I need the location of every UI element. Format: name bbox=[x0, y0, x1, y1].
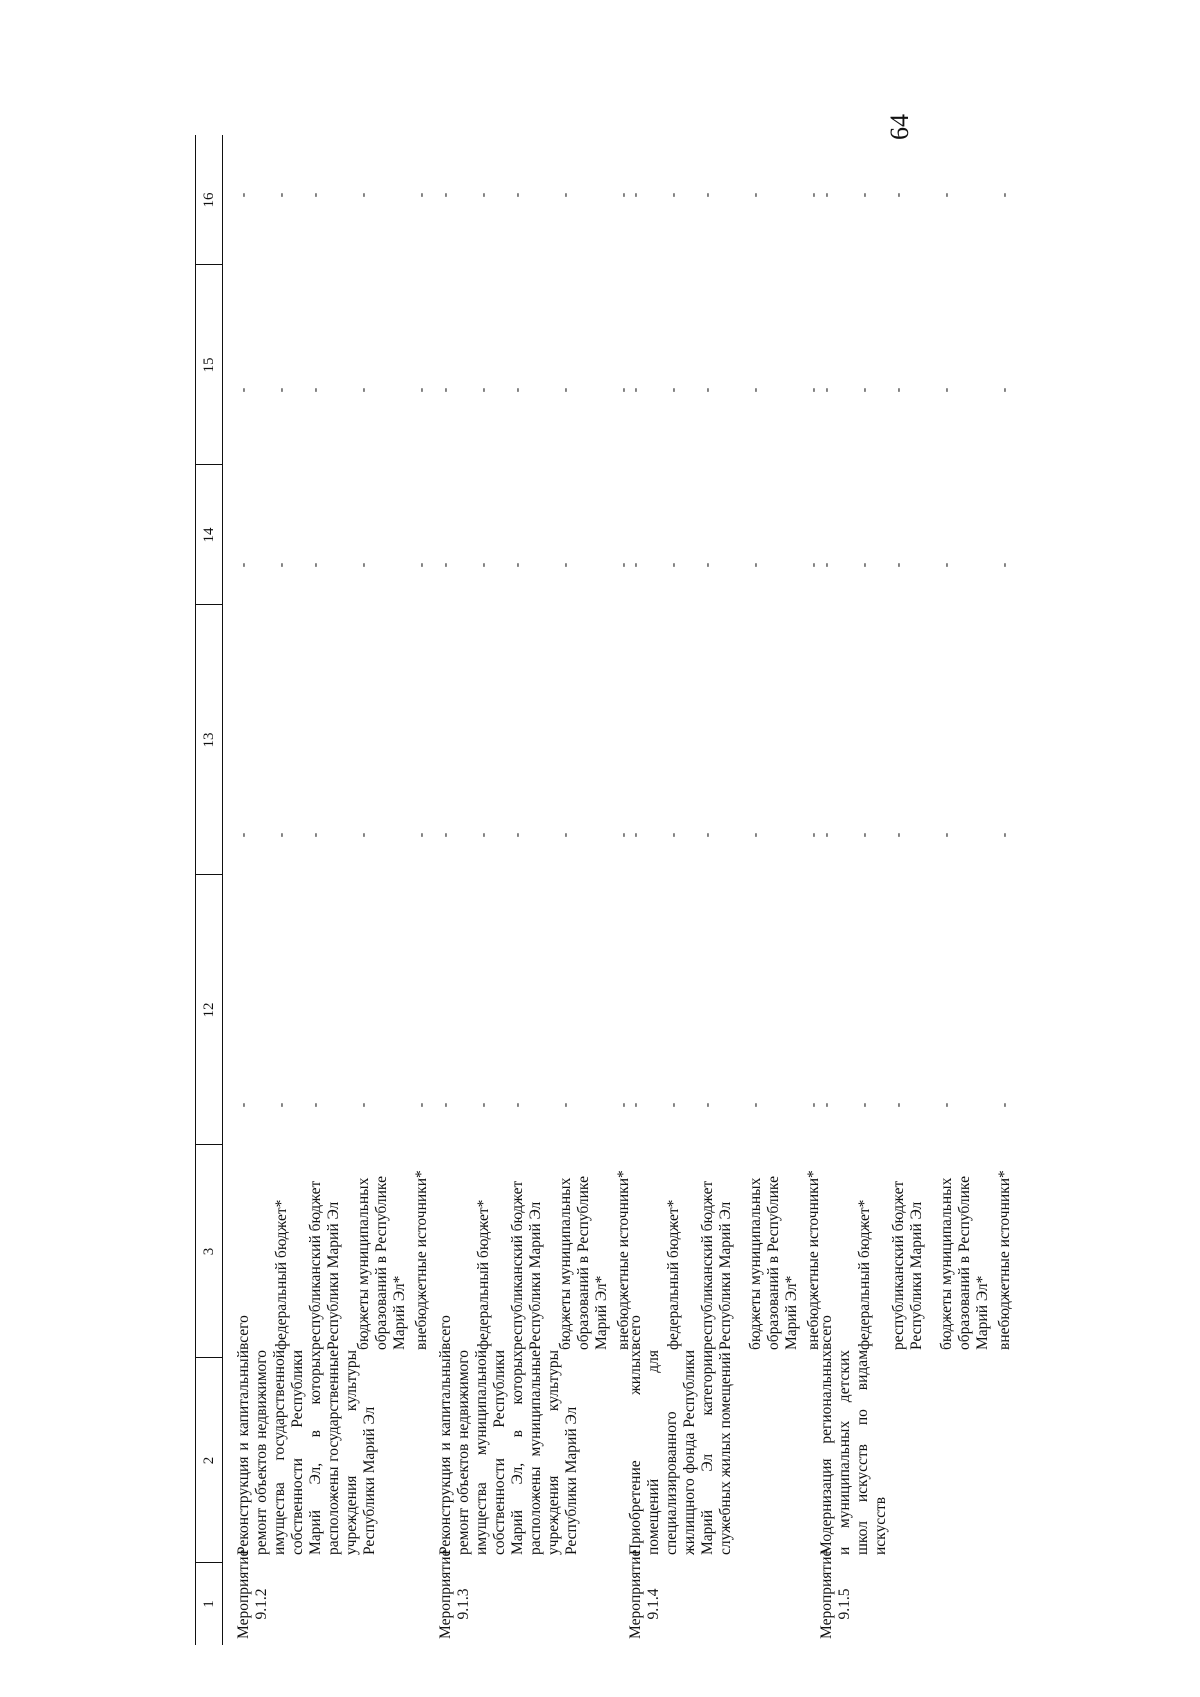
funding-source: внебюджетные источники* bbox=[413, 1170, 430, 1350]
value-cell: - bbox=[356, 562, 371, 568]
value-cell: - bbox=[939, 1102, 954, 1108]
value-cell: - bbox=[476, 562, 491, 568]
header-col-2: 2 bbox=[196, 1357, 222, 1563]
value-cell: - bbox=[274, 832, 289, 838]
value-cell: - bbox=[438, 387, 453, 393]
value-cell: - bbox=[891, 832, 906, 838]
header-col-13: 13 bbox=[196, 604, 222, 875]
value-cell: - bbox=[666, 1102, 681, 1108]
value-cell: - bbox=[700, 562, 715, 568]
funding-source: федеральный бюджет* bbox=[475, 1199, 492, 1350]
value-cell: - bbox=[510, 832, 525, 838]
value-cell: - bbox=[558, 192, 573, 198]
page-number: 64 bbox=[885, 114, 914, 140]
value-cell: - bbox=[558, 387, 573, 393]
value-cell: - bbox=[806, 192, 821, 198]
value-cell: - bbox=[939, 832, 954, 838]
funding-source: всего bbox=[818, 1315, 835, 1350]
value-cell: - bbox=[356, 192, 371, 198]
value-cell: - bbox=[748, 832, 763, 838]
header-col-15: 15 bbox=[196, 264, 222, 465]
measure-label: Мероприятие 9.1.2 bbox=[235, 1549, 270, 1639]
funding-source: республиканский бюджет Республики Марий Эл bbox=[509, 1180, 544, 1350]
value-cell: - bbox=[939, 387, 954, 393]
value-cell: - bbox=[438, 832, 453, 838]
value-cell: - bbox=[891, 1102, 906, 1108]
header-col-12: 12 bbox=[196, 874, 222, 1145]
value-cell: - bbox=[857, 1102, 872, 1108]
value-cell: - bbox=[997, 1102, 1012, 1108]
value-cell: - bbox=[819, 562, 834, 568]
value-cell: - bbox=[857, 192, 872, 198]
value-cell: - bbox=[274, 562, 289, 568]
funding-source: федеральный бюджет* bbox=[665, 1199, 682, 1350]
value-cell: - bbox=[628, 562, 643, 568]
value-cell: - bbox=[819, 832, 834, 838]
funding-source: республиканский бюджет Республики Марий Эл bbox=[307, 1180, 342, 1350]
value-cell: - bbox=[891, 387, 906, 393]
value-cell: - bbox=[700, 192, 715, 198]
value-cell: - bbox=[558, 832, 573, 838]
value-cell: - bbox=[308, 562, 323, 568]
funding-source: республиканский бюджет Республики Марий Эл bbox=[890, 1180, 925, 1350]
value-cell: - bbox=[414, 562, 429, 568]
value-cell: - bbox=[414, 387, 429, 393]
value-cell: - bbox=[308, 832, 323, 838]
value-cell: - bbox=[819, 192, 834, 198]
value-cell: - bbox=[274, 1102, 289, 1108]
value-cell: - bbox=[748, 1102, 763, 1108]
value-cell: - bbox=[274, 192, 289, 198]
funding-source: бюджеты муниципальных образований в Республике Марий Эл* bbox=[747, 1176, 800, 1350]
value-cell: - bbox=[748, 562, 763, 568]
value-cell: - bbox=[857, 562, 872, 568]
value-cell: - bbox=[616, 562, 631, 568]
value-cell: - bbox=[476, 387, 491, 393]
value-cell: - bbox=[356, 387, 371, 393]
measure-label: Мероприятие 9.1.3 bbox=[437, 1549, 472, 1639]
value-cell: - bbox=[510, 1102, 525, 1108]
value-cell: - bbox=[308, 1102, 323, 1108]
value-cell: - bbox=[414, 192, 429, 198]
funding-source: всего bbox=[235, 1315, 252, 1350]
measure-label: Мероприятие 9.1.5 bbox=[818, 1549, 853, 1639]
value-cell: - bbox=[356, 1102, 371, 1108]
value-cell: - bbox=[274, 387, 289, 393]
value-cell: - bbox=[438, 1102, 453, 1108]
value-cell: - bbox=[819, 1102, 834, 1108]
value-cell: - bbox=[806, 562, 821, 568]
funding-source: бюджеты муниципальных образований в Республике Марий Эл* bbox=[355, 1176, 408, 1350]
header-col-1: 1 bbox=[196, 1562, 222, 1645]
header-col-3: 3 bbox=[196, 1144, 222, 1358]
value-cell: - bbox=[438, 192, 453, 198]
funding-source: внебюджетные источники* bbox=[805, 1170, 822, 1350]
value-cell: - bbox=[558, 562, 573, 568]
header-col-16: 16 bbox=[201, 192, 217, 208]
value-cell: - bbox=[748, 387, 763, 393]
value-cell: - bbox=[700, 387, 715, 393]
value-cell: - bbox=[819, 387, 834, 393]
value-cell: - bbox=[616, 832, 631, 838]
funding-source: республиканский бюджет Республики Марий Эл bbox=[699, 1180, 734, 1350]
value-cell: - bbox=[939, 562, 954, 568]
value-cell: - bbox=[666, 562, 681, 568]
funding-source: бюджеты муниципальных образований в Республике Марий Эл* bbox=[557, 1176, 610, 1350]
value-cell: - bbox=[558, 1102, 573, 1108]
funding-source: бюджеты муниципальных образований в Республике Марий Эл* bbox=[938, 1176, 991, 1350]
value-cell: - bbox=[510, 192, 525, 198]
value-cell: - bbox=[748, 192, 763, 198]
value-cell: - bbox=[236, 1102, 251, 1108]
value-cell: - bbox=[997, 832, 1012, 838]
funding-source: федеральный бюджет* bbox=[273, 1199, 290, 1350]
value-cell: - bbox=[236, 832, 251, 838]
funding-source: внебюджетные источники* bbox=[996, 1170, 1013, 1350]
table-header-row bbox=[195, 135, 223, 1645]
value-cell: - bbox=[806, 832, 821, 838]
value-cell: - bbox=[628, 192, 643, 198]
value-cell: - bbox=[666, 192, 681, 198]
value-cell: - bbox=[700, 1102, 715, 1108]
value-cell: - bbox=[510, 562, 525, 568]
value-cell: - bbox=[666, 832, 681, 838]
value-cell: - bbox=[628, 1102, 643, 1108]
measure-description: Модернизация региональных и муниципальных детских школ искусств по видам искусств bbox=[818, 1350, 889, 1555]
value-cell: - bbox=[806, 387, 821, 393]
measure-description: Реконструкция и капитальный ремонт объектов недвижимого имущества муниципальной собственности Республики Марий Эл, в которых расположены муниципальные учреждения культуры Республики Марий Эл bbox=[437, 1350, 580, 1555]
value-cell: - bbox=[476, 192, 491, 198]
value-cell: - bbox=[891, 192, 906, 198]
measure-label: Мероприятие 9.1.4 bbox=[627, 1549, 662, 1639]
value-cell: - bbox=[997, 562, 1012, 568]
value-cell: - bbox=[476, 832, 491, 838]
value-cell: - bbox=[857, 387, 872, 393]
value-cell: - bbox=[308, 192, 323, 198]
value-cell: - bbox=[628, 387, 643, 393]
funding-source: всего bbox=[437, 1315, 454, 1350]
value-cell: - bbox=[806, 1102, 821, 1108]
value-cell: - bbox=[857, 832, 872, 838]
funding-source: федеральный бюджет* bbox=[856, 1199, 873, 1350]
header-col-14: 14 bbox=[196, 464, 222, 605]
value-cell: - bbox=[997, 387, 1012, 393]
value-cell: - bbox=[414, 832, 429, 838]
measure-description: Реконструкция и капитальный ремонт объектов недвижимого имущества государственной собственности Республики Марий Эл, в которых расположены государственные учреждения культуры Республики Марий Эл bbox=[235, 1350, 378, 1555]
value-cell: - bbox=[236, 192, 251, 198]
value-cell: - bbox=[700, 832, 715, 838]
value-cell: - bbox=[616, 387, 631, 393]
value-cell: - bbox=[236, 387, 251, 393]
funding-source: внебюджетные источники* bbox=[615, 1170, 632, 1350]
measure-description: Приобретение жилых помещений для специализированного жилищного фонда Республики Марий Эл категории служебных жилых помещений bbox=[627, 1350, 734, 1555]
value-cell: - bbox=[616, 1102, 631, 1108]
value-cell: - bbox=[236, 562, 251, 568]
value-cell: - bbox=[414, 1102, 429, 1108]
value-cell: - bbox=[997, 192, 1012, 198]
budget-table bbox=[195, 135, 1013, 1645]
funding-source: всего bbox=[627, 1315, 644, 1350]
value-cell: - bbox=[666, 387, 681, 393]
value-cell: - bbox=[356, 832, 371, 838]
value-cell: - bbox=[616, 192, 631, 198]
value-cell: - bbox=[510, 387, 525, 393]
value-cell: - bbox=[438, 562, 453, 568]
value-cell: - bbox=[891, 562, 906, 568]
value-cell: - bbox=[628, 832, 643, 838]
value-cell: - bbox=[476, 1102, 491, 1108]
value-cell: - bbox=[308, 387, 323, 393]
value-cell: - bbox=[939, 192, 954, 198]
